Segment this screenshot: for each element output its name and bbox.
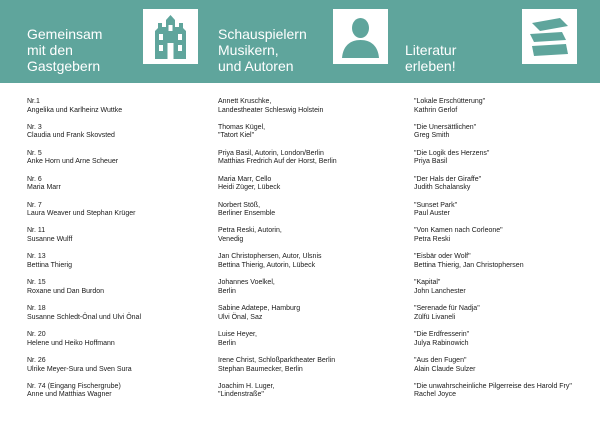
- performer-line: Luise Heyer,: [218, 331, 257, 339]
- host-names: Susanne Schledt-Önal und Ulvi Önal: [27, 313, 142, 321]
- book-entry: [414, 202, 600, 228]
- book-entry: [414, 176, 600, 202]
- performer-line: Joachim H. Luger,: [218, 382, 275, 390]
- host-entry: [27, 331, 207, 357]
- performer-line: Ulvi Önal, Saz: [218, 313, 263, 321]
- book-title: "Der Hals der Giraffe": [414, 175, 482, 183]
- book-entry: [414, 98, 600, 124]
- book-author: Paul Auster: [414, 210, 450, 218]
- host-entry: [27, 98, 207, 124]
- host-names: Claudia und Frank Skovsted: [27, 132, 115, 140]
- host-entry: [27, 253, 207, 279]
- book-author: Judith Schalansky: [414, 184, 471, 192]
- host-entry: [27, 383, 207, 409]
- hosts-column: [27, 98, 207, 409]
- performer-line: Johannes Voelkel,: [218, 279, 275, 287]
- heading-line: und Autoren: [218, 58, 294, 74]
- host-names: Anne und Matthias Wagner: [27, 391, 112, 399]
- book-author: Bettina Thierig, Jan Christophersen: [414, 261, 524, 269]
- book-author: Greg Smith: [414, 132, 450, 140]
- house-number: Nr. 11: [27, 227, 46, 235]
- book-title: "Sunset Park": [414, 201, 458, 209]
- book-entry: [414, 150, 600, 176]
- performers-column: [218, 98, 398, 409]
- performer-line: Priya Basil, Autorin, London/Berlin: [218, 149, 324, 157]
- performer-entry: [218, 124, 398, 150]
- host-names: Angelika und Karlheinz Wuttke: [27, 106, 123, 114]
- performer-line: Jan Christophersen, Autor, Ulsnis: [218, 253, 322, 261]
- host-entry: [27, 176, 207, 202]
- book-author: Rachel Joyce: [414, 391, 457, 399]
- performer-entry: [218, 150, 398, 176]
- host-entry: [27, 202, 207, 228]
- host-names: Roxane und Dan Burdon: [27, 287, 105, 295]
- performer-line: Thomas Kügel,: [218, 123, 266, 131]
- performer-line: Matthias Fredrich Auf der Horst, Berlin: [218, 158, 337, 166]
- house-number: Nr. 13: [27, 253, 46, 261]
- book-title: "Aus den Fugen": [414, 356, 467, 364]
- book-title: "Die Erdfresserin": [414, 331, 470, 339]
- performer-line: Berlin: [218, 287, 236, 295]
- book-author: Zülfü Livaneli: [414, 313, 456, 321]
- house-number: Nr. 5: [27, 149, 42, 157]
- heading-line: Musikern,: [218, 42, 279, 58]
- performer-line: Petra Reski, Autorin,: [218, 227, 282, 235]
- performer-line: Bettina Thierig, Autorin, Lübeck: [218, 261, 316, 269]
- heading-performers: [218, 26, 307, 74]
- house-number: Nr. 3: [27, 123, 42, 131]
- book-author: Priya Basil: [414, 158, 448, 166]
- performer-line: "Tatort Kiel": [218, 132, 255, 140]
- performer-line: "Lindenstraße": [218, 391, 264, 399]
- book-author: Kathrin Gerlof: [414, 106, 458, 114]
- heading-line: Gemeinsam: [27, 26, 103, 42]
- performer-entry: [218, 98, 398, 124]
- host-entry: [27, 305, 207, 331]
- host-names: Anke Horn und Arne Scheuer: [27, 158, 119, 166]
- host-names: Maria Marr: [27, 184, 61, 192]
- person-icon: [333, 9, 388, 64]
- performer-line: Heidi Züger, Lübeck: [218, 184, 281, 192]
- book-title: "Eisbär oder Wolf": [414, 253, 471, 261]
- book-title: "Die Unersättlichen": [414, 123, 477, 131]
- house-number: Nr. 6: [27, 175, 42, 183]
- performer-line: Sabine Adatepe, Hamburg: [218, 305, 301, 313]
- house-number: Nr. 7: [27, 201, 42, 209]
- performer-line: Berliner Ensemble: [218, 210, 276, 218]
- performer-entry: [218, 279, 398, 305]
- book-author: Julya Rabinowich: [414, 339, 469, 347]
- performer-line: Irene Christ, Schloßparktheater Berlin: [218, 356, 336, 364]
- host-entry: [27, 279, 207, 305]
- book-entry: [414, 279, 600, 305]
- performer-line: Norbert Stöß,: [218, 201, 261, 209]
- book-author: Alain Claude Sulzer: [414, 365, 476, 373]
- book-entry: [414, 227, 600, 253]
- heading-line: Schauspielern: [218, 26, 307, 42]
- heading-hosts: [27, 26, 102, 74]
- book-entry: [414, 357, 600, 383]
- performer-entry: [218, 253, 398, 279]
- book-title: "Die unwahrscheinliche Pilgerreise des Harold Fry": [414, 382, 572, 390]
- book-title: "Serenade für Nadja": [414, 305, 480, 313]
- book-entry: [414, 383, 600, 409]
- heading-line: Gastgebern: [27, 58, 101, 74]
- header-band: [0, 0, 600, 83]
- performer-entry: [218, 331, 398, 357]
- performer-entry: [218, 383, 398, 409]
- book-title: "Die Logik des Herzens": [414, 149, 490, 157]
- house-number: Nr. 18: [27, 305, 46, 313]
- house-number: Nr.1: [27, 98, 40, 105]
- book-title: "Von Kamen nach Corleone": [414, 227, 503, 235]
- performer-entry: [218, 357, 398, 383]
- heading-line: mit den: [27, 42, 73, 58]
- host-names: Bettina Thierig: [27, 261, 73, 269]
- book-entry: [414, 331, 600, 357]
- building-icon: [143, 9, 198, 64]
- book-entry: [414, 253, 600, 279]
- performer-line: Landestheater Schleswig Holstein: [218, 106, 324, 114]
- heading-line: Literatur: [405, 42, 457, 58]
- book-title: "Lokale Erschütterung": [414, 98, 486, 105]
- performer-line: Annett Kruschke,: [218, 98, 272, 105]
- performer-line: Venedig: [218, 236, 244, 244]
- host-names: Laura Weaver und Stephan Krüger: [27, 210, 136, 218]
- performer-entry: [218, 176, 398, 202]
- performer-line: Maria Marr, Cello: [218, 175, 272, 183]
- books-icon: [522, 9, 577, 64]
- books-column: [414, 98, 600, 409]
- house-number: Nr. 74 (Eingang Fischergrube): [27, 382, 121, 390]
- host-entry: [27, 357, 207, 383]
- host-entry: [27, 150, 207, 176]
- book-author: John Lanchester: [414, 287, 466, 295]
- performer-entry: [218, 227, 398, 253]
- house-number: Nr. 20: [27, 331, 46, 339]
- performer-line: Berlin: [218, 339, 236, 347]
- house-number: Nr. 26: [27, 356, 46, 364]
- performer-entry: [218, 202, 398, 228]
- heading-literature: [405, 42, 456, 74]
- house-number: Nr. 15: [27, 279, 46, 287]
- book-entry: [414, 124, 600, 150]
- host-names: Helene und Heiko Hoffmann: [27, 339, 115, 347]
- host-names: Ulrike Meyer-Sura und Sven Sura: [27, 365, 132, 373]
- book-author: Petra Reski: [414, 236, 451, 244]
- book-entry: [414, 305, 600, 331]
- performer-line: Stephan Baumecker, Berlin: [218, 365, 303, 373]
- host-names: Susanne Wulff: [27, 236, 73, 244]
- book-title: "Kapital": [414, 279, 441, 287]
- host-entry: [27, 124, 207, 150]
- heading-line: erleben!: [405, 58, 456, 74]
- host-entry: [27, 227, 207, 253]
- performer-entry: [218, 305, 398, 331]
